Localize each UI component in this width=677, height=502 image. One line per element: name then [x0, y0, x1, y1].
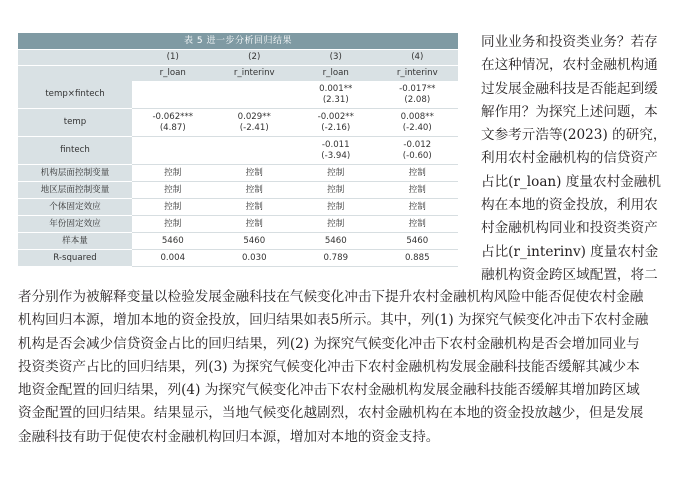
cell-value: -0.002**: [317, 111, 354, 122]
cell-value: 控制: [245, 167, 263, 178]
cell-value: -0.017**: [399, 83, 436, 94]
table-cell: [295, 199, 377, 216]
cell-value: 5460: [161, 235, 184, 246]
table-cell: [377, 165, 459, 182]
table-cell: [214, 81, 296, 109]
table-cell: [132, 137, 214, 165]
table-cell: [214, 250, 296, 267]
table-cell: [295, 216, 377, 233]
row-label: 地区层面控制变量: [18, 182, 132, 199]
cell-value: 5460: [243, 235, 266, 246]
table-cell: [295, 165, 377, 182]
table-cell: [214, 137, 296, 165]
text-line: 利用农村金融机构的信贷资产: [481, 150, 658, 167]
cell-tstat: (-2.40): [402, 122, 432, 133]
table-cell: [214, 182, 296, 199]
row-label: temp: [18, 109, 132, 137]
table-cell: [295, 233, 377, 250]
cell-value: 控制: [408, 167, 426, 178]
table-cell: [132, 109, 214, 137]
table-cell: [214, 165, 296, 182]
cell-tstat: (-2.41): [239, 122, 269, 133]
cell-tstat: (-2.16): [321, 122, 351, 133]
header-corner: [18, 50, 132, 66]
row-label: 年份固定效应: [18, 216, 132, 233]
table-cell: [295, 182, 377, 199]
column-variable: r_loan: [295, 66, 377, 82]
table-cell: [132, 81, 214, 109]
cell-value: 5460: [324, 235, 347, 246]
text-line: 在这种情况，农村金融机构通: [481, 57, 658, 74]
cell-value: 控制: [408, 201, 426, 212]
cell-value: 控制: [327, 201, 345, 212]
header-corner: [18, 66, 132, 82]
table-cell: [132, 182, 214, 199]
table-row: [18, 165, 458, 182]
table-cell: [377, 199, 459, 216]
text-line: 地资金配置的回归结果，列(4) 为探究气候变化冲击下农村金融机构发展金融科技能否缓解其增加跨区域: [18, 382, 640, 399]
row-label: R-squared: [18, 250, 132, 267]
cell-value: 控制: [408, 184, 426, 195]
table-cell: [214, 109, 296, 137]
table-cell: [377, 137, 459, 165]
table-cell: [214, 216, 296, 233]
table-cell: [214, 199, 296, 216]
text-line: 村金融机构同业和投资类资产: [481, 220, 658, 237]
cell-value: 控制: [245, 184, 263, 195]
table-cell: [377, 216, 459, 233]
table-cell: [132, 216, 214, 233]
column-variable: r_loan: [132, 66, 214, 82]
table-cell: [132, 233, 214, 250]
text-line: 构在本地的资金投放，利用农: [481, 197, 658, 214]
table-row: [18, 216, 458, 233]
text-line: 者分别作为被解释变量以检验发展金融科技在气候变化冲击下提升农村金融机构风险中能否促使农村金融: [18, 289, 644, 305]
cell-value: 控制: [327, 184, 345, 195]
table-cell: [377, 109, 459, 137]
column-number: (1): [132, 50, 214, 66]
cell-value: 0.008**: [400, 111, 434, 122]
side-paragraph: [481, 31, 667, 287]
text-line: 投资类资产占比的回归结果，列(3) 为探究气候变化冲击下农村金融机构发展金融科技能否缓解其减少本: [18, 358, 640, 375]
cell-value: -0.012: [403, 139, 432, 150]
table-cell: [295, 250, 377, 267]
table-cell: [132, 250, 214, 267]
table-cell: [132, 199, 214, 216]
table-row: [18, 250, 458, 267]
cell-value: 0.004: [160, 252, 186, 263]
cell-value: 控制: [164, 167, 182, 178]
text-line: 过发展金融科技是否能起到缓: [481, 80, 658, 97]
table-row: [18, 199, 458, 216]
table-cell: [214, 233, 296, 250]
cell-value: 控制: [164, 218, 182, 229]
column-number: (3): [295, 50, 377, 66]
row-label: 样本量: [18, 233, 132, 250]
table-cell: [377, 250, 459, 267]
table-row: [18, 109, 458, 137]
row-label: fintech: [18, 137, 132, 165]
column-variable: r_interinv: [377, 66, 459, 82]
text-line: 金融科技有助于促使农村金融机构回归本源，增加对本地的资金支持。: [18, 428, 440, 445]
cell-value: 控制: [164, 184, 182, 195]
cell-value: -0.011: [321, 139, 350, 150]
table-cell: [295, 109, 377, 137]
text-line: 文参考亓浩等(2023) 的研究，: [481, 127, 667, 144]
text-line: 机构是否会减少信贷资金占比的回归结果，列(2) 为探究气候变化冲击下农村金融机构是否会增加同业与: [18, 335, 640, 352]
cell-value: 5460: [406, 235, 429, 246]
row-label: 机构层面控制变量: [18, 165, 132, 182]
table-row: [18, 137, 458, 165]
table-row: [18, 233, 458, 250]
table-row: [18, 81, 458, 109]
cell-value: 控制: [245, 201, 263, 212]
table-row: [18, 182, 458, 199]
text-line: 融机构资金跨区域配置，将二: [481, 266, 658, 283]
table-cell: [377, 81, 459, 109]
cell-value: 控制: [408, 218, 426, 229]
cell-tstat: (-0.60): [402, 150, 432, 161]
column-variable: r_interinv: [214, 66, 296, 82]
cell-value: 控制: [245, 218, 263, 229]
cell-tstat: (2.08): [404, 94, 431, 105]
table-cell: [295, 81, 377, 109]
cell-value: 0.030: [241, 252, 267, 263]
row-label: temp×fintech: [18, 81, 132, 109]
table-cell: [132, 165, 214, 182]
table-caption: 表 5 进一步分析回归结果: [18, 33, 458, 50]
text-line: 同业业务和投资类业务？若存: [481, 34, 658, 50]
cell-value: 0.885: [404, 252, 430, 263]
table-cell: [377, 182, 459, 199]
cell-value: -0.062***: [152, 111, 194, 122]
text-line: 占比(r_interinv) 度量农村金: [481, 243, 659, 260]
cell-value: 0.789: [323, 252, 349, 263]
column-number: (4): [377, 50, 459, 66]
table-cell: [377, 233, 459, 250]
regression-table: [18, 33, 458, 267]
cell-value: 控制: [164, 201, 182, 212]
cell-value: 控制: [327, 218, 345, 229]
text-line: 占比(r_loan) 度量农村金融机: [481, 173, 661, 190]
cell-tstat: (-3.94): [321, 150, 351, 161]
row-label: 个体固定效应: [18, 199, 132, 216]
text-line: 解作用？为探究上述问题，本: [481, 103, 658, 120]
cell-tstat: (2.31): [322, 94, 349, 105]
text-line: 资金配置的回归结果。结果显示，当地气候变化越剧烈，农村金融机构在本地的资金投放越少，但是发展: [18, 405, 644, 422]
cell-value: 控制: [327, 167, 345, 178]
text-line: 机构回归本源，增加本地的资金投放，回归结果如表5所示。其中，列(1) 为探究气候变化冲击下农村金融: [18, 312, 649, 329]
cell-value: 0.029**: [237, 111, 271, 122]
column-number: (2): [214, 50, 296, 66]
cell-tstat: (4.87): [159, 122, 186, 133]
cell-value: 0.001**: [319, 83, 353, 94]
table-cell: [295, 137, 377, 165]
body-paragraph: [18, 286, 664, 449]
